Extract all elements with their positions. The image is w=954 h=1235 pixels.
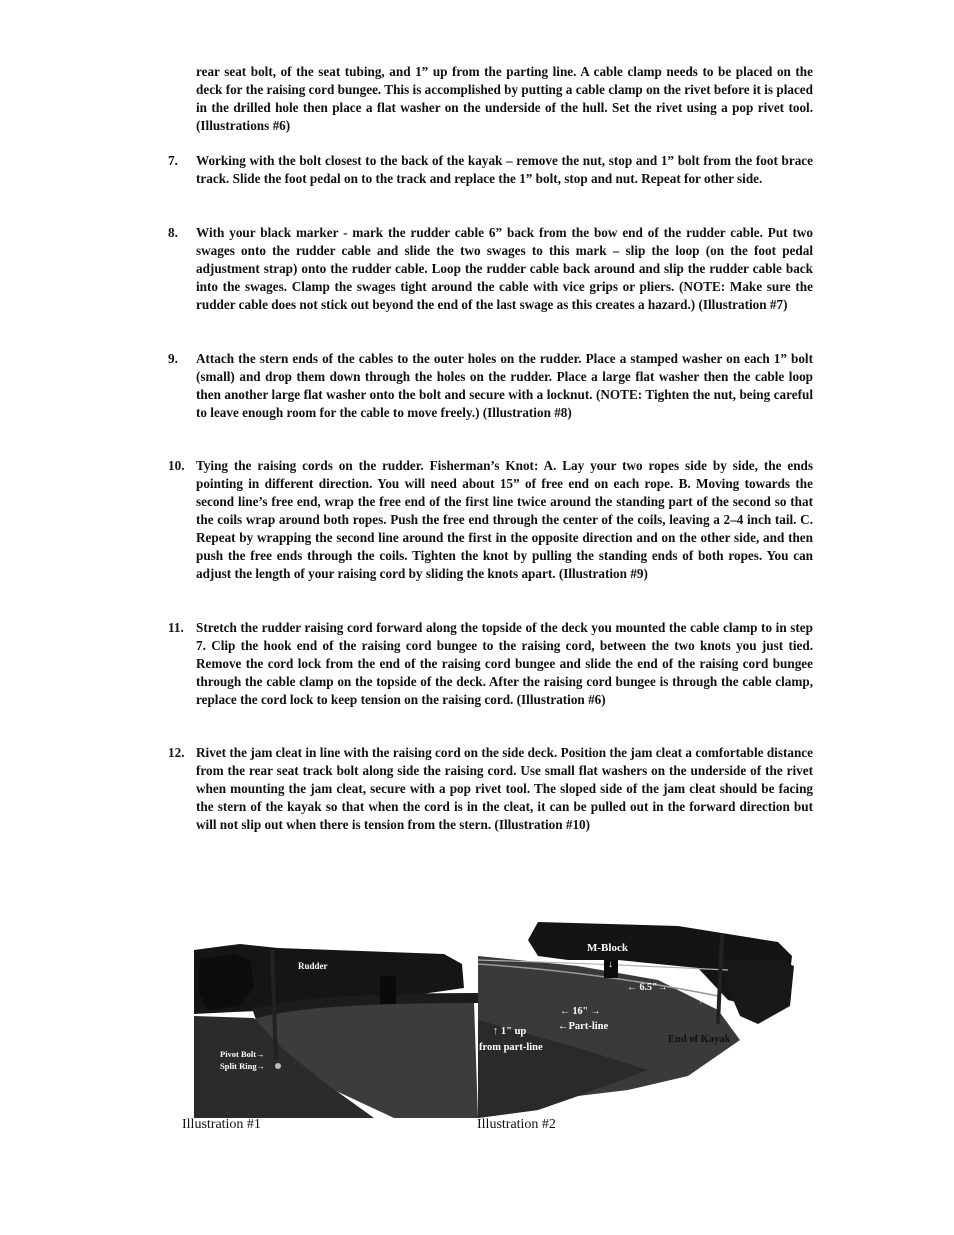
- measure-6-5-label: ← 6.5"→: [627, 982, 668, 993]
- pivot-bolt-label: Pivot Bolt→: [220, 1049, 265, 1059]
- step-number: 11.: [168, 620, 184, 635]
- one-inch-up-label: ↑ 1" up: [493, 1026, 527, 1037]
- step-10-text: Tying the raising cords on the rudder. Fisherman’s Knot: A. Lay your two ropes side by side, the ends pointing in different direction. You will need about 15” of free end on each rope. B. Moving towards the second line’s free end, wrap the free end of the first line twice around the standing part of the second so that the coils wrap around both ropes. Push the free end through the center of the coils, leaving a 2–4 inch tail. C. Repeat by wrapping the second line around the first in the opposite direction and on the other side, and then push the free ends through the coils. Tighten the knot by pulling the standing ends of both ropes. You can adjust the length of your raising cord by sliding the knots apart. (Illustration #9): [196, 458, 813, 581]
- illustration-1-photo: [194, 940, 478, 1118]
- step-6-continuation: rear seat bolt, of the seat tubing, and 1” up from the parting line. A cable clamp needs to be placed on the deck for the raising cord bungee. This is accomplished by putting a cable clamp on the rivet before it is placed in the drilled hole then place a flat washer on the underside of the hull. Set the rivet using a pop rivet tool. (Illustrations #6): [196, 64, 813, 133]
- part-line-label: ←Part-line: [558, 1021, 609, 1032]
- m-block-label: M-Block: [587, 942, 628, 954]
- step-number: 8.: [168, 225, 178, 240]
- illustration-2-caption: Illustration #2: [477, 1117, 556, 1132]
- m-block-arrow: ↓: [608, 959, 613, 970]
- up-arrow: ↑: [698, 995, 703, 1006]
- split-ring-label: Split Ring→: [220, 1061, 266, 1071]
- step-12-text: Rivet the jam cleat in line with the raising cord on the side deck. Position the jam cleat a comfortable distance from the rear seat track bolt along side the raising cord. Use small flat washers on the underside of the rivet when mounting the jam cleat, secure with a pop rivet tool. The sloped side of the jam cleat should be facing the stern of the kayak so that when the cord is in the cleat, it can be pulled out in the forward direction but will not slip out when there is tension from the stern. (Illustration #10): [196, 745, 813, 832]
- end-of-kayak-label: End of Kayak: [668, 1034, 731, 1045]
- rudder-label: Rudder: [298, 961, 328, 971]
- step-number: 9.: [168, 351, 178, 366]
- illustration-2-photo: [478, 920, 798, 1118]
- measure-16-label: ← 16" →: [560, 1006, 601, 1017]
- from-part-line-label: from part-line: [479, 1042, 543, 1053]
- step-number: 12.: [168, 745, 185, 760]
- step-number: 10.: [168, 458, 185, 473]
- step-number: 7.: [168, 153, 178, 168]
- step-8-text: With your black marker - mark the rudder cable 6” back from the bow end of the rudder cable. Put two swages onto the rudder cable and slide the two swages to this mark – slip the loop (on the foot pedal adjustment strap) onto the rudder cable. Loop the rudder cable back around and slip the rudder cable back into the swages. Clamp the swages tight around the cable with vice grips or pliers. (NOTE: Make sure the rudder cable does not stick out beyond the end of the last swage as this creates a hazard.) (Illustration #7): [196, 225, 813, 312]
- step-7-text: Working with the bolt closest to the back of the kayak – remove the nut, stop and 1” bolt from the foot brace track. Slide the foot pedal on to the track and replace the 1” bolt, stop and nut. Repeat for other side.: [196, 153, 813, 186]
- step-9-text: Attach the stern ends of the cables to the outer holes on the rudder. Place a stamped washer on each 1” bolt (small) and drop them down through the holes on the rudder. Place a large flat washer then the cable loop then another large flat washer onto the bolt and secure with a locknut. (NOTE: Tighten the nut, being careful to leave enough room for the cable to move freely.) (Illustration #8): [196, 351, 813, 420]
- illustration-1-caption: Illustration #1: [182, 1117, 261, 1132]
- step-11-text: Stretch the rudder raising cord forward along the topside of the deck you mounted the cable clamp to in step 7. Clip the hook end of the raising cord bungee to the raising cord, between the two knots you just tied. Remove the cord lock from the end of the raising cord bungee and slide the end of the raising cord bungee through the cable clamp on the topside of the deck. After the raising cord bungee is through the cable clamp, replace the cord lock to keep tension on the raising cord. (Illustration #6): [196, 620, 813, 707]
